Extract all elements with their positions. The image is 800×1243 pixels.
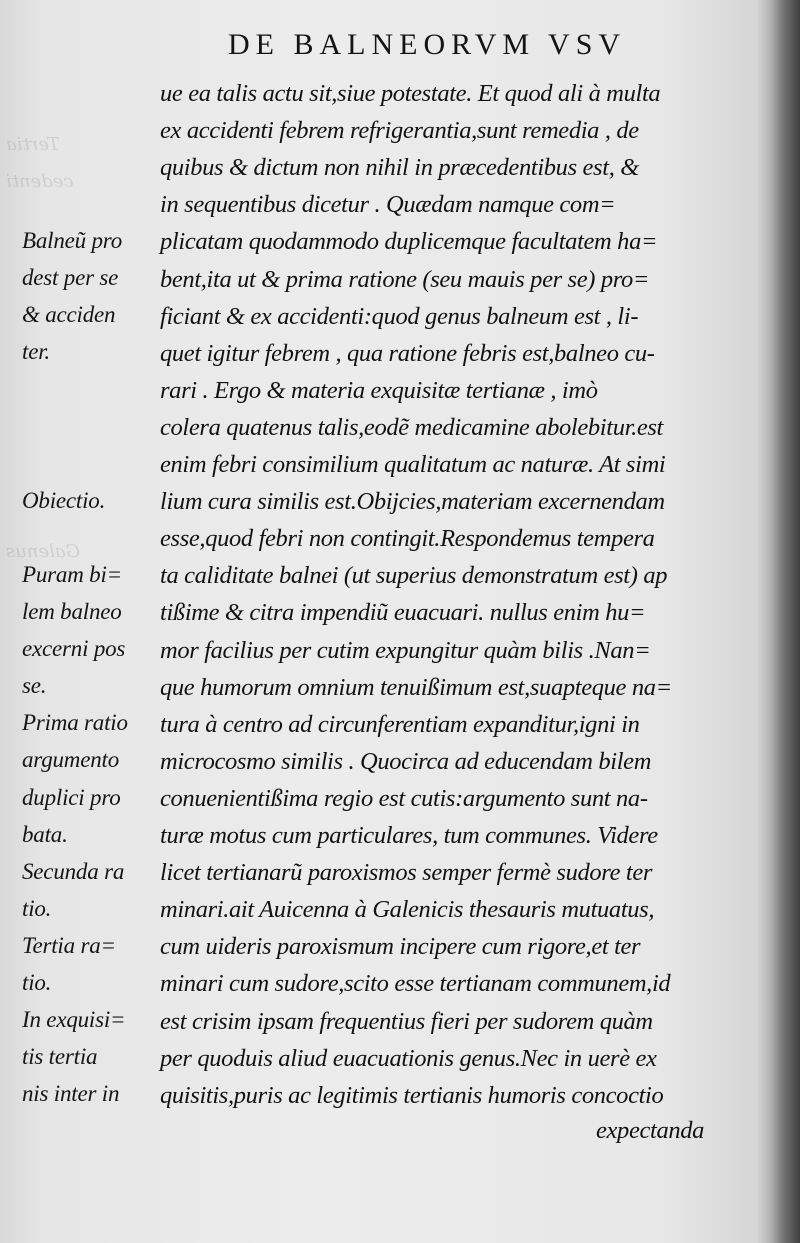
body-line: cum uideris paroxismum incipere cum rigore,et ter [160, 933, 641, 961]
page-edge-shadow [770, 0, 800, 1243]
body-line: in sequentibus dicetur . Quædam namque com= [160, 191, 616, 219]
margin-note: Prima ratio [22, 710, 128, 736]
body-line: colera quatenus talis,eodẽ medicamine abolebitur.est [160, 413, 664, 441]
margin-note: dest per se [22, 265, 119, 291]
body-line: per quoduis aliud euacuationis genus.Nec in uerè ex [160, 1044, 657, 1072]
body-line: enim febri consimilium qualitatum ac naturæ. At simi [160, 451, 666, 478]
bleed-line [0, 97, 150, 134]
bleed-line [0, 60, 150, 97]
margin-note: Tertia ra= [22, 932, 116, 958]
margin-note: Puram bi= [22, 561, 122, 587]
body-line: conuenientißima regio est cutis:argumento sunt na- [160, 784, 648, 812]
body-line: licet tertianarũ paroxismos semper fermè sudore ter [160, 859, 653, 887]
body-line: est crisim ipsam frequentius fieri per sudorem quàm [160, 1007, 653, 1035]
body-line: esse,quod febri non contingit.Respondemus tempera [160, 525, 655, 553]
body-line: plicatam quodammodo duplicemque facultatem ha= [160, 228, 658, 256]
body-line: minari.ait Auicenna à Galenicis thesauris mutuatus, [160, 896, 655, 924]
margin-note: duplici pro [22, 784, 121, 810]
margin-note: se. [22, 673, 47, 699]
catchword: expectanda [596, 1117, 705, 1144]
margin-note: lem balneo [22, 599, 122, 624]
body-line: bent,ita ut & prima ratione (seu mauis per se) pro= [160, 265, 650, 293]
body-line: quisitis,puris ac legitimis tertianis humoris concoctio [160, 1081, 664, 1109]
body-line: ex accidenti febrem refrigerantia,sunt remedia , de [160, 117, 639, 145]
body-line: quibus & dictum non nihil in præcedentibus est, & [160, 154, 639, 182]
body-line: ue ea talis actu sit,siue potestate. Et quod ali à multa [160, 80, 661, 107]
body-line: lium cura similis est.Obijcies,materiam excernendam [160, 488, 665, 516]
body-line: quet igitur febrem , qua ratione febris est,balneo cu- [160, 339, 655, 367]
bleed-line [0, 430, 150, 467]
margin-note: tis tertia [22, 1044, 98, 1070]
body-line: rari . Ergo & materia exquisitæ tertianæ , imò [160, 376, 598, 404]
margin-note: nis inter in [22, 1081, 120, 1107]
bleed-line [0, 393, 150, 430]
margin-note: & acciden [22, 302, 116, 328]
body-line: turæ motus cum particulares, tum communes. Videre [160, 822, 658, 849]
margin-note: tio. [22, 970, 52, 995]
margin-note: Obiectio. [22, 487, 106, 513]
margin-note: In exquisi= [22, 1007, 126, 1033]
margin-note: Secunda ra [22, 858, 125, 884]
margin-note: bata. [22, 821, 68, 847]
bleed-line: Tertia [6, 134, 60, 155]
margin-note: excerni pos [22, 636, 126, 662]
margin-note: tio. [22, 895, 52, 921]
body-line: tißime & citra impendiũ euacuari. nullus enim hu= [160, 599, 646, 627]
running-head: DE BALNEORVM VSV [228, 28, 627, 61]
bleed-line: Galenus [6, 541, 80, 562]
margin-note: Balneũ pro [22, 228, 122, 253]
bleed-line: cedenti [6, 171, 74, 192]
body-line: mor facilius per cutim expungitur quàm bilis .Nan= [160, 636, 651, 664]
margin-note: ter. [22, 339, 50, 365]
body-line: ta caliditate balnei (ut superius demonstratum est) ap [160, 562, 668, 590]
body-line: tura à centro ad circunferentiam expanditur,igni in [160, 710, 640, 738]
margin-note: argumento [22, 747, 120, 773]
body-line: que humorum omnium tenuißimum est,suapteque na= [160, 673, 672, 701]
body-line: minari cum sudore,scito esse tertianam communem,id [160, 970, 671, 998]
body-line: microcosmo similis . Quocirca ad educendam bilem [160, 747, 652, 775]
body-line: ficiant & ex accidenti:quod genus balneum est , li- [160, 302, 639, 330]
